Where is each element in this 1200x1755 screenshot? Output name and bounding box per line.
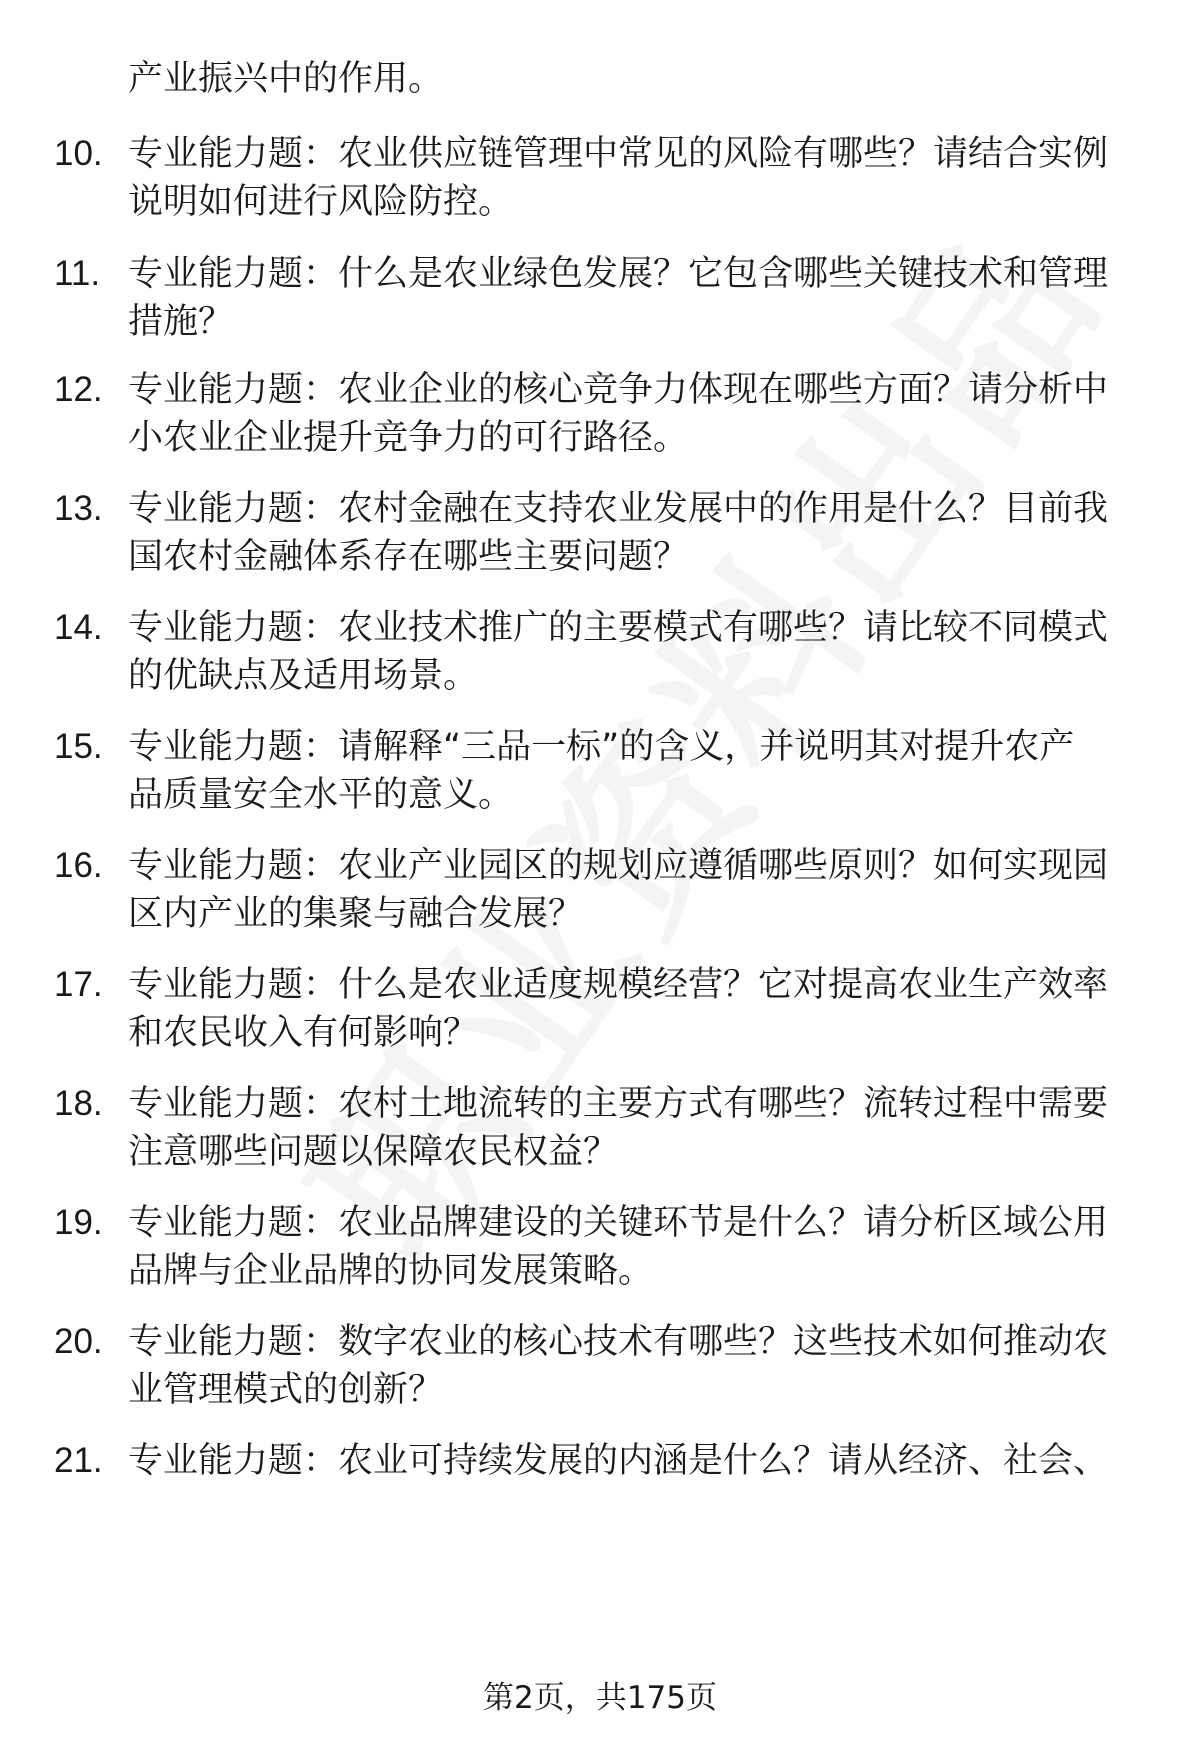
- item-text-line-2: 注意哪些问题以保障农民权益？: [128, 1132, 619, 1172]
- item-number: 11.: [54, 254, 101, 293]
- item-text-line-2: 措施？: [128, 302, 234, 342]
- item-text-line-2: 业管理模式的创新？: [128, 1370, 444, 1410]
- item-text-line-2: 品牌与企业品牌的协同发展策略。: [128, 1251, 654, 1291]
- item-number: 10.: [54, 134, 103, 173]
- item-text-line-2: 和农民收入有何影响？: [128, 1013, 479, 1053]
- item-text-line-2: 区内产业的集聚与融合发展？: [128, 894, 584, 934]
- item-number: 12.: [54, 370, 103, 409]
- item-text-line-1: 专业能力题：农业技术推广的主要模式有哪些？请比较不同模式: [128, 608, 1109, 648]
- item-text-line-1: 专业能力题：农业产业园区的规划应遵循哪些原则？如何实现园: [128, 846, 1109, 886]
- item-number: 20.: [54, 1322, 103, 1361]
- item-text-line-2: 品质量安全水平的意义。: [128, 775, 514, 815]
- item-text-line-2: 小农业企业提升竞争力的可行路径。: [128, 418, 689, 458]
- item-text-line-1: 专业能力题：农业可持续发展的内涵是什么？请从经济、社会、: [128, 1441, 1109, 1481]
- intro-continuation-line: 产业振兴中的作用。: [128, 59, 444, 99]
- page-footer-number: 第2页，共175页: [483, 1680, 717, 1716]
- item-text-line-1: 专业能力题：什么是农业绿色发展？它包含哪些关键技术和管理: [128, 254, 1109, 294]
- item-number: 14.: [54, 608, 103, 647]
- item-number: 21.: [54, 1441, 103, 1480]
- item-text-line-2: 的优缺点及适用场景。: [128, 656, 479, 696]
- item-text-line-1: 专业能力题：请解释“三品一标”的含义，并说明其对提升农产: [128, 727, 1075, 767]
- item-number: 13.: [54, 489, 103, 528]
- item-number: 17.: [54, 965, 103, 1004]
- item-text-line-1: 专业能力题：农业企业的核心竞争力体现在哪些方面？请分析中: [128, 370, 1109, 410]
- item-number: 19.: [54, 1203, 103, 1242]
- item-number: 15.: [54, 727, 103, 766]
- item-text-line-1: 专业能力题：农村土地流转的主要方式有哪些？流转过程中需要: [128, 1084, 1109, 1124]
- item-number: 18.: [54, 1084, 103, 1123]
- item-number: 16.: [54, 846, 103, 885]
- item-text-line-1: 专业能力题：农业供应链管理中常见的风险有哪些？请结合实例: [128, 134, 1109, 174]
- item-text-line-1: 专业能力题：数字农业的核心技术有哪些？这些技术如何推动农: [128, 1322, 1109, 1362]
- item-text-line-2: 说明如何进行风险防控。: [128, 182, 514, 222]
- item-text-line-1: 专业能力题：农业品牌建设的关键环节是什么？请分析区域公用: [128, 1203, 1109, 1243]
- item-text-line-2: 国农村金融体系存在哪些主要问题？: [128, 537, 689, 577]
- item-text-line-1: 专业能力题：什么是农业适度规模经营？它对提高农业生产效率: [128, 965, 1109, 1005]
- item-text-line-1: 专业能力题：农村金融在支持农业发展中的作用是什么？目前我: [128, 489, 1109, 529]
